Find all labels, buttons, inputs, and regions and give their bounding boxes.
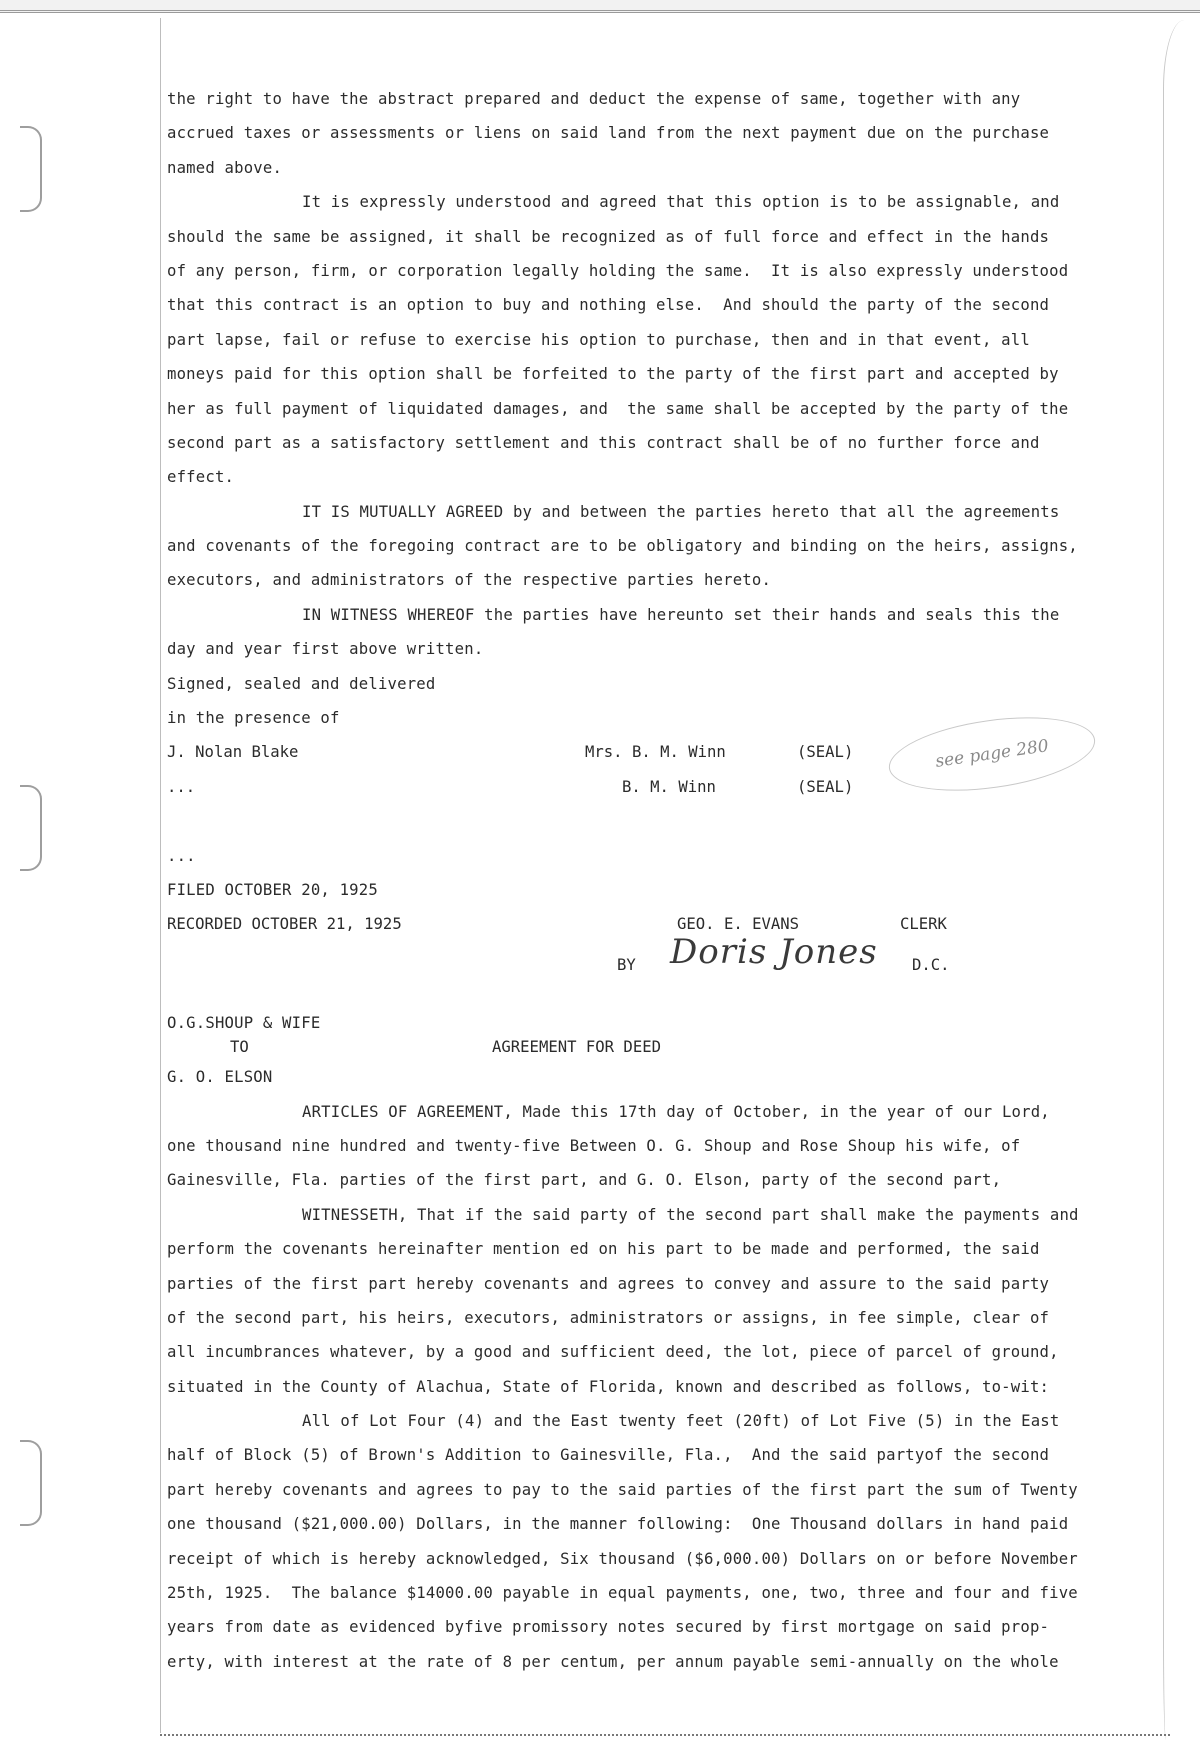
filed-line: FILED OCTOBER 20, 1925 xyxy=(167,880,378,899)
text-line: the right to have the abstract prepared and deduct the expense of same, together with any xyxy=(167,90,1021,108)
party-from: O.G.SHOUP & WIFE xyxy=(167,1013,321,1032)
text-line: that this contract is an option to buy and nothing else. And should the party of the second xyxy=(167,296,1050,315)
text-line: part lapse, fail or refuse to exercise his option to purchase, then and in that event, all xyxy=(167,330,1030,349)
text-line: moneys paid for this option shall be forfeited to the party of the first part and accepted by xyxy=(167,365,1059,384)
text-line: years from date as evidenced byfive promissory notes secured by first mortgage on said prop- xyxy=(167,1618,1050,1637)
text-line: of any person, firm, or corporation legally holding the same. It is also expressly understood xyxy=(167,261,1069,280)
text-line: accrued taxes or assessments or liens on said land from the next payment due on the purchase xyxy=(167,124,1050,143)
signer-name: B. M. Winn xyxy=(622,777,716,796)
by-row xyxy=(167,942,1167,976)
text-line: effect. xyxy=(167,468,235,487)
recorded-line: RECORDED OCTOBER 21, 1925 xyxy=(167,915,402,934)
title-row xyxy=(167,1035,1167,1059)
text-line: Gainesville, Fla. parties of the first part, and G. O. Elson, party of the second part, xyxy=(167,1171,1002,1190)
text-line: named above. xyxy=(167,158,283,177)
left-margin-rule xyxy=(160,18,161,1733)
text-line: IN WITNESS WHEREOF the parties have hereunto set their hands and seals this the xyxy=(302,605,1060,624)
text-line: receipt of which is hereby acknowledged, Six thousand ($6,000.00) Dollars on or before November xyxy=(167,1549,1078,1568)
text-line: situated in the County of Alachua, State of Florida, known and described as follows, to-wit: xyxy=(167,1377,1050,1396)
dots-line: ... xyxy=(167,846,196,865)
text-line: executors, and administrators of the respective parties hereto. xyxy=(167,571,772,590)
presence-line: in the presence of xyxy=(167,709,340,728)
text-line: and covenants of the foregoing contract are to be obligatory and binding on the heirs, assigns, xyxy=(167,537,1078,556)
signature-text: Doris Jones xyxy=(670,932,878,972)
text-line: one thousand nine hundred and twenty-five Between O. G. Shoup and Rose Shoup his wife, of xyxy=(167,1136,1021,1155)
deputy-title: D.C. xyxy=(912,955,950,974)
to-label: TO xyxy=(230,1037,249,1056)
text-line: half of Block (5) of Brown's Addition to Gainesville, Fla., And the said partyof the second xyxy=(167,1446,1050,1465)
binder-hole xyxy=(20,126,42,212)
text-line: erty, with interest at the rate of 8 per centum, per annum payable semi-annually on the whole xyxy=(167,1652,1059,1671)
witness-dots: ... xyxy=(167,777,196,796)
text-line: her as full payment of liquidated damages, and the same shall be accepted by the party of the xyxy=(167,399,1069,418)
seal-label: (SEAL) xyxy=(797,777,854,796)
clerk-title: CLERK xyxy=(900,915,947,934)
text-line: of the second part, his heirs, executors, administrators or assigns, in fee simple, clear of xyxy=(167,1308,1050,1327)
text-line: one thousand ($21,000.00) Dollars, in the manner following: One Thousand dollars in hand paid xyxy=(167,1515,1069,1534)
text-line: parties of the first part hereby covenants and agrees to convey and assure to the said party xyxy=(167,1274,1050,1293)
text-line: All of Lot Four (4) and the East twenty feet (20ft) of Lot Five (5) in the East xyxy=(302,1412,1060,1431)
binder-hole xyxy=(20,785,42,871)
document-title: AGREEMENT FOR DEED xyxy=(492,1037,661,1056)
text-line: should the same be assigned, it shall be recognized as of full force and effect in the hands xyxy=(167,227,1050,246)
by-label: BY xyxy=(617,955,636,974)
stamp-note: see page 280 xyxy=(934,736,1050,772)
signed-line: Signed, sealed and delivered xyxy=(167,674,436,693)
clerk-name: GEO. E. EVANS xyxy=(677,915,800,934)
page-top-edge xyxy=(0,0,1200,13)
text-line: second part as a satisfactory settlement and this contract shall be of no further force and xyxy=(167,433,1040,452)
witness-name: J. Nolan Blake xyxy=(167,743,299,762)
text-line: part hereby covenants and agrees to pay to the said parties of the first part the sum of Twenty xyxy=(167,1480,1078,1499)
clerk-signature xyxy=(670,932,878,972)
document-body xyxy=(167,82,1167,1679)
text-line: ARTICLES OF AGREEMENT, Made this 17th day of October, in the year of our Lord, xyxy=(302,1102,1050,1121)
text-line: perform the covenants hereinafter mention ed on his part to be made and performed, the said xyxy=(167,1240,1040,1259)
page-curl-edge xyxy=(1163,20,1198,1740)
binder-hole xyxy=(20,1440,42,1526)
page-bottom-edge xyxy=(160,1734,1170,1737)
seal-label: (SEAL) xyxy=(797,743,854,762)
text-line: day and year first above written. xyxy=(167,640,484,659)
text-line: IT IS MUTUALLY AGREED by and between the parties hereto that all the agreements xyxy=(302,502,1060,521)
recorded-row xyxy=(167,907,1167,941)
party-to: G. O. ELSON xyxy=(167,1067,273,1086)
text-line: all incumbrances whatever, by a good and sufficient deed, the lot, piece of parcel of ground, xyxy=(167,1343,1059,1362)
text-line: 25th, 1925. The balance $14000.00 payable in equal payments, one, two, three and four and five xyxy=(167,1584,1078,1603)
signer-name: Mrs. B. M. Winn xyxy=(585,743,726,762)
text-line: WITNESSETH, That if the said party of the second part shall make the payments and xyxy=(302,1205,1079,1224)
text-line: It is expressly understood and agreed that this option is to be assignable, and xyxy=(302,193,1060,212)
